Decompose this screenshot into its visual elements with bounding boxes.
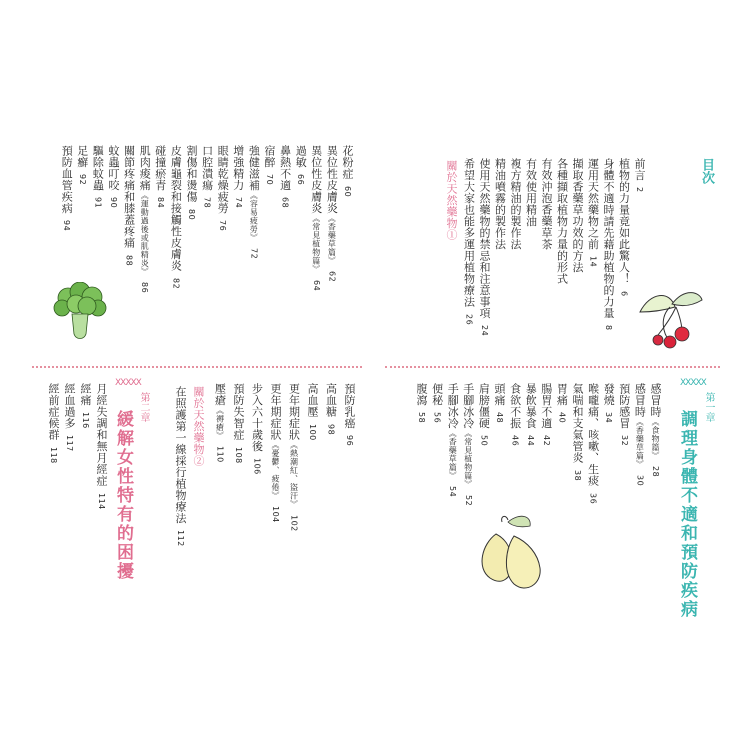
pear-illustration [472, 512, 552, 594]
column-note-2-page: 112 [176, 530, 185, 547]
toc-entry[interactable] [307, 383, 318, 440]
toc-entry[interactable] [572, 158, 583, 273]
toc-entry[interactable] [541, 383, 552, 446]
toc-entry[interactable] [634, 158, 645, 193]
toc-entry-page: 106 [252, 458, 262, 475]
toc-entry-subtitle: 《常見植物篇》 [311, 214, 321, 274]
column-note-2-text: 在照護第一線採行植物療法 [174, 386, 187, 524]
toc-entry[interactable] [619, 158, 630, 296]
toc-entry[interactable] [155, 145, 166, 208]
toc-entry-page: 116 [81, 412, 90, 429]
toc-entry-page: 70 [265, 174, 274, 186]
toc-entry-text: 喉嚨痛、咳嗽、生痰 [586, 383, 600, 487]
toc-entry[interactable] [96, 383, 107, 509]
toc-entry-page: 98 [326, 423, 336, 435]
toc-entry-text: 運用天然藥物之前 [586, 158, 600, 250]
toc-entry-page: 100 [308, 423, 317, 441]
column-note-2-label: 關於天然藥物② [192, 386, 205, 467]
toc-entry-page: 78 [202, 197, 212, 209]
toc-entry-page: 118 [49, 446, 58, 464]
toc-entry-page: 28 [651, 466, 660, 478]
toc-entry-text: 肩膀僵硬 [477, 383, 491, 429]
toc-entry-page: 14 [588, 256, 598, 268]
toc-entry-subtitle: 《運動過後或肌精炎》 [140, 191, 150, 276]
toc-entry-subtitle: 《容易疲勞》 [249, 191, 259, 242]
toc-entry[interactable] [342, 145, 353, 197]
toc-entry-page: 48 [495, 412, 504, 424]
toc-entry[interactable] [202, 145, 213, 208]
toc-entry-page: 44 [526, 435, 536, 447]
toc-entry-text: 感冒時 [633, 383, 647, 418]
toc-entry-page: 102 [289, 514, 299, 532]
toc-entry-page: 56 [432, 412, 442, 424]
toc-entry-page: 52 [463, 494, 473, 506]
toc-entry-text: 鼻熱不適 [278, 145, 292, 191]
toc-entry-page: 46 [510, 435, 520, 447]
column-note-1-label: 關於天然藥物① [445, 160, 458, 241]
toc-entry-text: 足癬 [75, 145, 89, 168]
toc-entry-text: 各種擷取植物力量的形式 [555, 158, 569, 285]
toc-entry-page: 114 [97, 492, 106, 510]
chapter-2-label: 第二章 [138, 392, 149, 422]
toc-entry-text: 複方精油的製作法 [509, 158, 522, 250]
toc-entry[interactable] [48, 383, 59, 463]
toc-entry[interactable] [556, 383, 567, 423]
toc-entry-text: 植物的力量竟如此驚人！ [617, 158, 631, 285]
toc-entry-text: 預防血管疾病 [60, 145, 74, 214]
toc-entry[interactable] [170, 145, 181, 289]
toc-entry[interactable] [650, 383, 661, 477]
toc-entry[interactable] [326, 383, 337, 435]
toc-entry[interactable] [233, 383, 244, 463]
toc-entry-page: 104 [271, 506, 280, 523]
toc-entry[interactable] [464, 158, 475, 325]
toc-entry[interactable] [92, 145, 103, 208]
toc-entry-text: 預防失智症 [232, 383, 245, 441]
toc-entry[interactable] [124, 145, 135, 266]
toc-entry[interactable] [494, 383, 505, 423]
toc-entry-text: 身體不適時請先藉助植物的力量 [602, 158, 615, 319]
toc-entry-page: 64 [311, 279, 321, 291]
toc-entry[interactable] [557, 158, 568, 285]
toc-entry-text: 擷取香藥草功效的方法 [571, 158, 584, 273]
toc-entry-text: 感冒時 [649, 383, 662, 418]
toc-entry-page: 90 [109, 197, 118, 209]
toc-entry-page: 36 [588, 492, 598, 504]
toc-entry-subtitle: 《香藥草篇》 [327, 214, 337, 265]
toc-entry[interactable] [326, 145, 337, 282]
toc-entry[interactable] [478, 383, 489, 446]
toc-entry-text: 宿醉 [263, 145, 276, 168]
toc-entry-page: 117 [65, 435, 74, 452]
toc-entry-text: 經血過多 [63, 383, 76, 429]
toc-entry-page: 82 [171, 277, 181, 289]
toc-entry-page: 34 [604, 412, 614, 424]
column-note-2-title [175, 386, 186, 547]
toc-entry-text: 胃痛 [555, 383, 569, 406]
toc-entry-page: 30 [635, 474, 645, 486]
toc-entry-page: 94 [62, 220, 72, 232]
toc-entry[interactable] [233, 145, 244, 208]
toc-entry-text: 手腳冰冷 [461, 383, 475, 429]
toc-entry[interactable] [80, 383, 91, 429]
toc-entry[interactable] [603, 383, 614, 423]
toc-entry-page: 88 [124, 254, 134, 266]
toc-entry-text: 異位性皮膚炎 [309, 145, 323, 214]
toc-title: 目次 [699, 158, 714, 184]
toc-entry[interactable] [270, 383, 281, 523]
toc-entry[interactable] [217, 145, 228, 231]
toc-entry-text: 肌肉痠痛 [138, 145, 152, 191]
toc-entry-page: 92 [77, 174, 87, 186]
chapter-1-title: 調理身體不適和預防疾病 [677, 410, 697, 619]
toc-entry-text: 月經失調和無月經症 [95, 383, 108, 487]
chapter-1-label: 第一章 [703, 392, 714, 422]
toc-entry[interactable] [289, 383, 300, 531]
toc-entry-page: 72 [249, 248, 259, 260]
toc-entry-page: 62 [327, 271, 337, 283]
toc-entry-text: 經前症候群 [47, 383, 60, 441]
toc-entry-text: 有效沖泡香藥草茶 [540, 158, 553, 250]
toc-entry-text: 更年期症狀 [287, 383, 301, 441]
toc-entry[interactable] [588, 383, 599, 504]
toc-entry[interactable] [588, 158, 599, 267]
chapter-2-mark: XXXXX [115, 378, 141, 388]
toc-entry-text: 高血壓 [306, 383, 319, 418]
broccoli-illustration [50, 282, 112, 342]
toc-entry[interactable] [526, 158, 537, 227]
toc-entry[interactable] [479, 158, 490, 336]
toc-entry-subtitle: 《褥瘡》 [215, 406, 225, 440]
toc-entry-page: 26 [464, 313, 474, 325]
toc-entry[interactable] [280, 145, 291, 208]
toc-entry-text: 增強精力 [231, 145, 245, 191]
toc-entry-text: 割傷和燙傷 [185, 145, 198, 203]
toc-entry-text: 有效使用精油 [524, 158, 538, 227]
toc-entry-text: 口腔潰瘍 [200, 145, 214, 191]
toc-entry-text: 腹瀉 [415, 383, 428, 406]
toc-entry[interactable] [541, 158, 552, 250]
toc-entry-text: 過敏 [294, 145, 308, 168]
toc-entry[interactable] [416, 383, 427, 423]
toc-entry-text: 氣喘和支氣管炎 [571, 383, 584, 464]
toc-entry-text: 關節疼痛和膝蓋疼痛 [122, 145, 136, 249]
toc-entry[interactable] [510, 158, 521, 250]
toc-entry-text: 經痛 [79, 383, 92, 406]
toc-entry-subtitle: 《憂鬱、疲倦》 [271, 440, 280, 500]
toc-entry-text: 驅除蚊蟲 [91, 145, 105, 191]
toc-entry-page: 91 [93, 197, 103, 209]
toc-entry-text: 發燒 [602, 383, 616, 406]
toc-entry-page: 76 [218, 220, 228, 232]
toc-entry-page: 58 [417, 412, 426, 424]
toc-entry-page: 66 [296, 174, 306, 186]
toc-entry-page: 6 [619, 290, 629, 297]
toc-entry[interactable] [215, 383, 226, 463]
toc-entry-page: 68 [280, 197, 290, 209]
chapter-2-title: 緩解女性特有的困擾 [113, 410, 133, 581]
toc-entry-page: 84 [155, 197, 165, 209]
toc-entry-page: 60 [343, 185, 352, 197]
toc-entry-text: 碰撞瘀青 [153, 145, 167, 191]
toc-entry[interactable] [248, 145, 259, 259]
toc-entry-page: 38 [573, 469, 582, 481]
toc-entry-text: 強健滋補 [247, 145, 261, 191]
toc-entry-subtitle: 《香藥草篇》 [635, 417, 645, 469]
toc-entry-text: 使用天然藥物的禁忌和注意事項 [478, 158, 491, 319]
toc-entry[interactable] [139, 145, 150, 293]
toc-entry-page: 108 [234, 446, 243, 464]
toc-entry-text: 更年期症狀 [269, 383, 282, 441]
toc-entry[interactable] [64, 383, 75, 452]
divider-left [32, 366, 362, 368]
toc-entry[interactable] [295, 145, 306, 185]
toc-entry-text: 前言 [633, 158, 646, 181]
toc-entry[interactable] [311, 145, 322, 291]
cherry-illustration [630, 282, 705, 352]
toc-entry-text: 預防感冒 [617, 383, 631, 429]
toc-entry-text: 花粉症 [341, 145, 354, 180]
toc-entry-page: 24 [480, 325, 489, 337]
toc-entry[interactable] [463, 383, 474, 506]
toc-entry[interactable] [634, 383, 645, 486]
toc-entry[interactable] [510, 383, 521, 446]
toc-entry-subtitle: 《食物篇》 [651, 417, 660, 460]
toc-entry[interactable] [264, 145, 275, 185]
toc-entry-text: 蚊蟲叮咬 [107, 145, 120, 191]
toc-entry-page: 80 [187, 208, 196, 220]
toc-entry-page: 32 [619, 435, 629, 447]
toc-entry[interactable] [344, 383, 355, 446]
toc-entry-text: 食欲不振 [508, 383, 522, 429]
toc-entry[interactable] [603, 158, 614, 331]
toc-entry-text: 便秘 [430, 383, 444, 406]
toc-entry-text: 精油噴霧的製作法 [493, 158, 507, 250]
toc-entry-text: 暴飲暴食 [524, 383, 538, 429]
toc-entry-text: 腸胃不適 [539, 383, 553, 429]
toc-entry-subtitle: 《香藥草篇》 [448, 429, 458, 480]
toc-entry-subtitle: 《常見植物篇》 [463, 429, 473, 489]
toc-entry-text: 高血糖 [324, 383, 338, 418]
toc-entry[interactable] [108, 145, 119, 208]
toc-entry-text: 手腳冰冷 [446, 383, 460, 429]
toc-entry-page: 42 [541, 435, 551, 447]
toc-entry-page: 96 [345, 435, 354, 447]
toc-entry-page: 50 [479, 435, 489, 447]
chapter-1-mark: XXXXX [680, 378, 706, 388]
toc-entry[interactable] [572, 383, 583, 481]
toc-entry-subtitle: 《熱潮紅、盜汗》 [289, 440, 299, 509]
divider-right [385, 366, 720, 368]
toc-entry-page: 74 [233, 197, 243, 209]
toc-entry-text: 異位性皮膚炎 [325, 145, 339, 214]
toc-entry-text: 壓瘡 [213, 383, 227, 406]
toc-entry-page: 8 [604, 325, 613, 331]
toc-entry[interactable] [447, 383, 458, 497]
toc-entry-page: 110 [215, 446, 225, 463]
toc-entry[interactable] [252, 383, 263, 475]
toc-entry[interactable] [432, 383, 443, 423]
toc-entry-page: 86 [140, 282, 150, 294]
toc-entry[interactable] [619, 383, 630, 446]
toc-entry-page: 2 [635, 187, 644, 193]
toc-entry[interactable] [525, 383, 536, 446]
toc-entry-text: 眼睛乾燥疲勞 [216, 145, 230, 214]
toc-entry[interactable] [186, 145, 197, 220]
toc-entry-page: 54 [448, 486, 458, 498]
toc-entry-text: 預防乳癌 [343, 383, 356, 429]
toc-entry-text: 步入六十歲後 [250, 383, 264, 452]
toc-entry-text: 希望大家也能多運用植物療法 [462, 158, 476, 308]
toc-entry[interactable] [77, 145, 88, 185]
toc-entry-text: 頭痛 [493, 383, 506, 406]
toc-entry[interactable] [61, 145, 72, 231]
toc-entry-text: 皮膚龜裂和接觸性皮膚炎 [169, 145, 183, 272]
toc-entry-page: 40 [557, 412, 567, 424]
toc-entry[interactable] [495, 158, 506, 250]
